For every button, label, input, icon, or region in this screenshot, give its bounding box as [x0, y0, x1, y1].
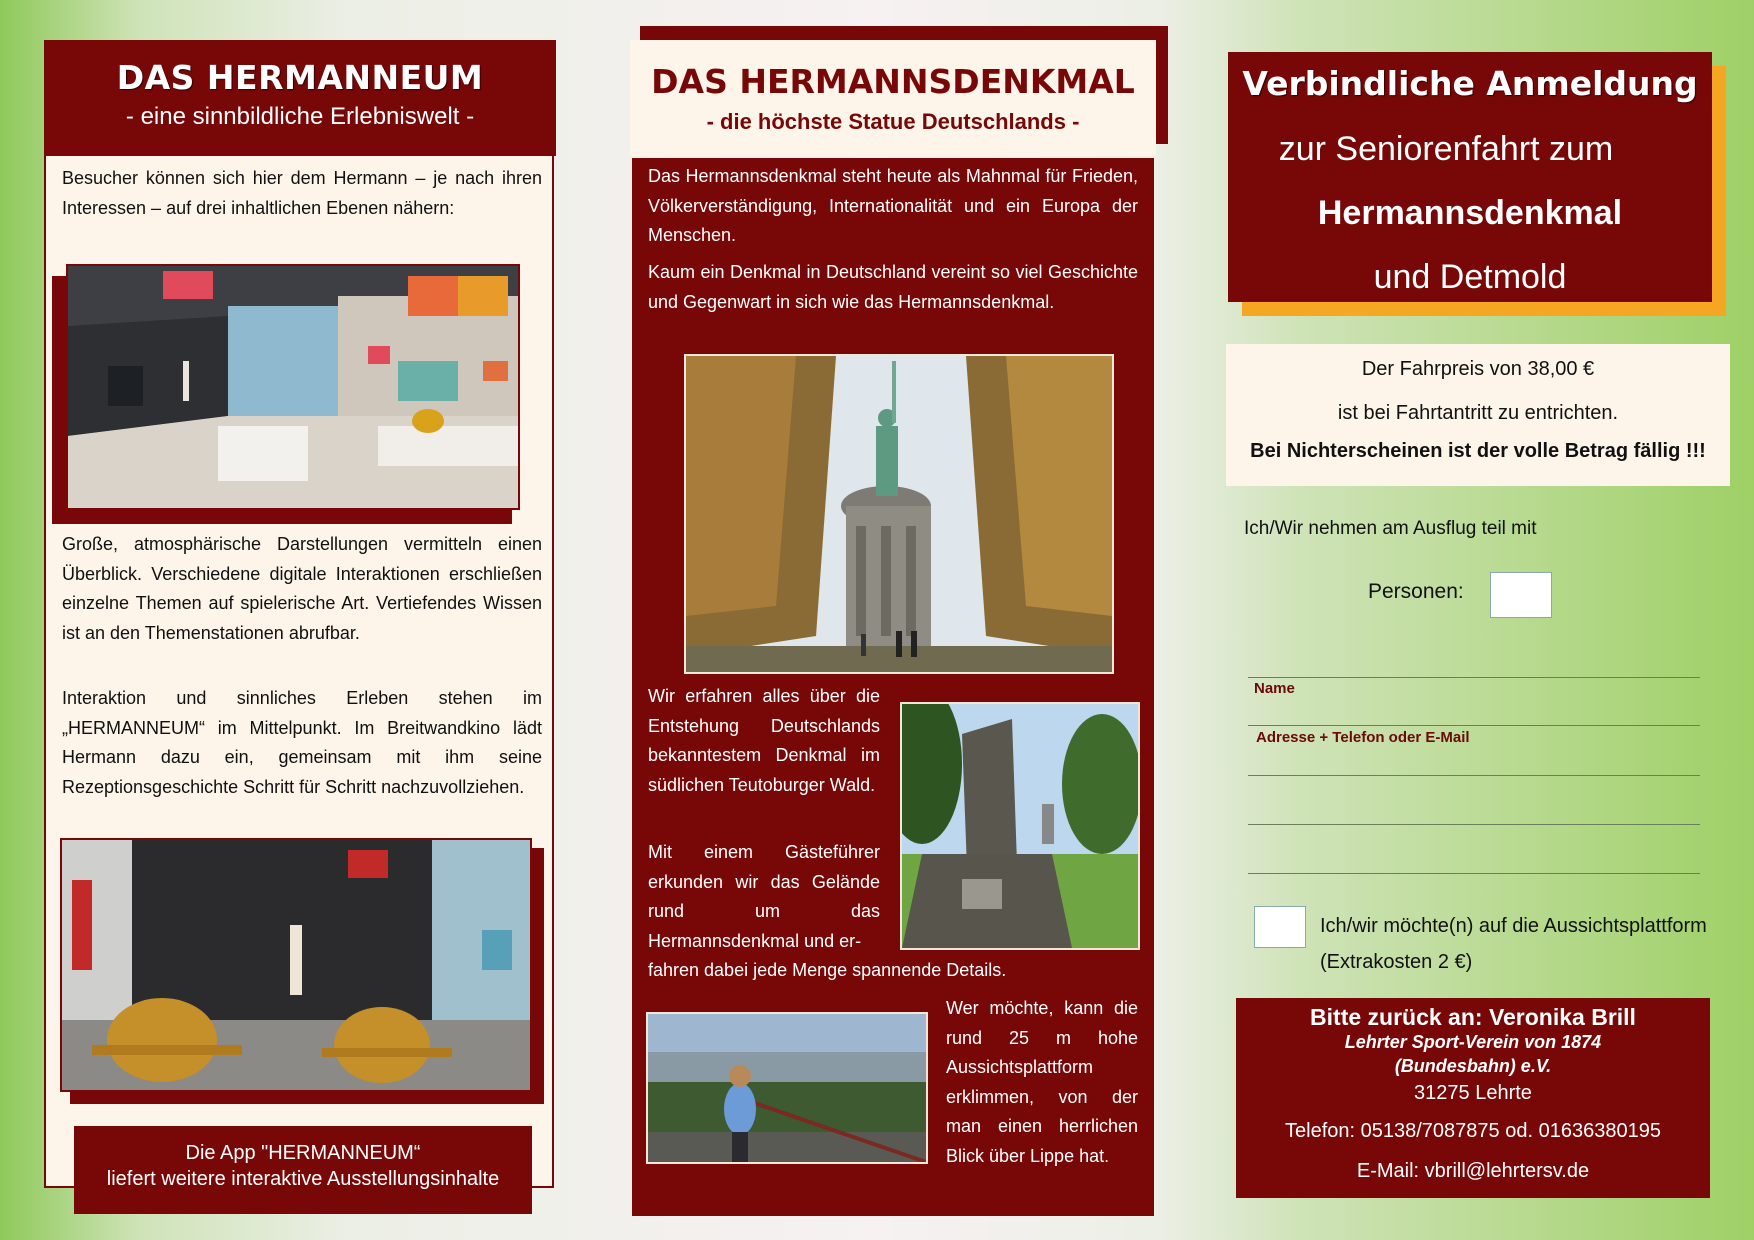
price-line-3: Bei Nichterscheinen ist der volle Betrag fällig !!!: [1250, 440, 1706, 462]
denkmal-paragraph-4-continued: fahren dabei jede Menge spannende Details.: [648, 960, 1007, 980]
denkmal-paragraph-5: Wer möchte, kann die rund 25 m hohe Aussichtsplattform erklimmen, von der man einen herrlichen Blick über Lippe hat.: [946, 998, 1138, 1166]
form-rule: [1248, 677, 1700, 678]
hermanneum-paragraph-2: Große, atmosphärische Darstellungen vermitteln einen Überblick. Verschiedene digitale Interaktionen erschließen einzelne Themen auf spielerische Art. Vertiefendes Wissen ist an den Themenstationen abrufbar.: [62, 534, 542, 643]
price-line-1: Der Fahrpreis von 38,00 €: [1361, 358, 1595, 380]
denkmal-paragraph-2: Kaum ein Denkmal in Deutschland vereint so viel Geschichte und Gegenwart in sich wie das Hermannsdenkmal.: [648, 262, 1138, 312]
registration-heading-line-4: und Detmold: [1373, 258, 1567, 296]
hermanneum-title: DAS HERMANNEUM: [116, 58, 484, 97]
name-field-label: Name: [1254, 680, 1295, 697]
hermanneum-header: [44, 40, 556, 156]
address-field-line[interactable]: [1248, 775, 1700, 776]
return-email[interactable]: E-Mail: vbrill@lehrtersv.de: [1356, 1160, 1590, 1182]
denkmal-title: DAS HERMANNSDENKMAL: [651, 62, 1135, 101]
app-line-2: liefert weitere interaktive Ausstellungsinhalte: [106, 1168, 500, 1190]
persons-input[interactable]: [1490, 572, 1552, 618]
return-address-box: [1236, 998, 1710, 1198]
hermannsdenkmal-photo: [684, 354, 1114, 674]
platform-checkbox[interactable]: [1254, 906, 1306, 948]
platform-option-line-2: (Extrakosten 2 €): [1320, 951, 1473, 973]
denkmal-paragraph-1: Das Hermannsdenkmal steht heute als Mahnmal für Frieden, Völkerverständigung, Internationalität und ein Europa der Menschen.: [648, 166, 1138, 245]
platform-option-text: [1320, 908, 1707, 980]
return-contact-name: Bitte zurück an: Veronika Brill: [1310, 1004, 1636, 1030]
hermanneum-app-box: [74, 1126, 532, 1214]
denkmal-subtitle: - die höchste Statue Deutschlands -: [706, 109, 1080, 134]
registration-heading-line-1: Verbindliche Anmeldung: [1242, 64, 1698, 103]
registration-heading-line-2: zur Seniorenfahrt zum: [1278, 130, 1614, 168]
persons-label: Personen:: [1368, 580, 1464, 603]
return-city: 31275 Lehrte: [1414, 1082, 1532, 1104]
name-field-line[interactable]: [1248, 725, 1700, 726]
denkmal-header: [630, 40, 1156, 156]
hermanneum-paragraph-1: Besucher können sich hier dem Hermann – je nach ihren Interessen – auf drei inhaltlichen Ebenen nähern:: [62, 168, 542, 218]
address-field-line[interactable]: [1248, 873, 1700, 874]
hermanneum-helmets-photo: [60, 838, 532, 1092]
hermanneum-subtitle: - eine sinnbildliche Erlebniswelt -: [125, 103, 475, 130]
address-field-line[interactable]: [1248, 824, 1700, 825]
price-box: [1226, 344, 1730, 486]
hermanneum-paragraph-3: Interaktion und sinnliches Erleben stehen im „HERMANNEUM“ im Mittelpunkt. Im Breitwandkino lädt Hermann dazu ein, gemeinsam mit ihm seine Rezeptionsgeschichte Schritt für Schritt nachzuvollziehen.: [62, 688, 542, 797]
address-field-label: Adresse + Telefon oder E-Mail: [1256, 729, 1470, 746]
app-line-1: Die App "HERMANNEUM“: [185, 1142, 421, 1164]
hermanneum-exhibition-photo: [66, 264, 520, 510]
return-club-name-2: (Bundesbahn) e.V.: [1394, 1056, 1552, 1076]
registration-heading-line-3: Hermannsdenkmal: [1317, 194, 1623, 232]
participation-text: Ich/Wir nehmen am Ausflug teil mit: [1244, 518, 1537, 539]
return-phone: Telefon: 05138/7087875 od. 01636380195: [1285, 1120, 1661, 1142]
denkmal-paragraph-4: Mit einem Gästeführer erkunden wir das Gelände rund um das Hermannsdenkmal und er-: [648, 842, 880, 951]
viewing-platform-photo: [646, 1012, 928, 1164]
return-club-name-1: Lehrter Sport-Verein von 1874: [1344, 1032, 1602, 1052]
price-line-2: ist bei Fahrtantritt zu entrichten.: [1337, 402, 1619, 424]
denkmal-paragraph-3: Wir erfahren alles über die Entstehung Deutschlands bekanntestem Denkmal im südlichen Teutoburger Wald.: [648, 686, 880, 795]
platform-option-line-1: Ich/wir möchte(n) auf die Aussichtsplattform: [1320, 915, 1707, 937]
memorial-stone-photo: [900, 702, 1140, 950]
registration-heading: [1228, 52, 1712, 302]
